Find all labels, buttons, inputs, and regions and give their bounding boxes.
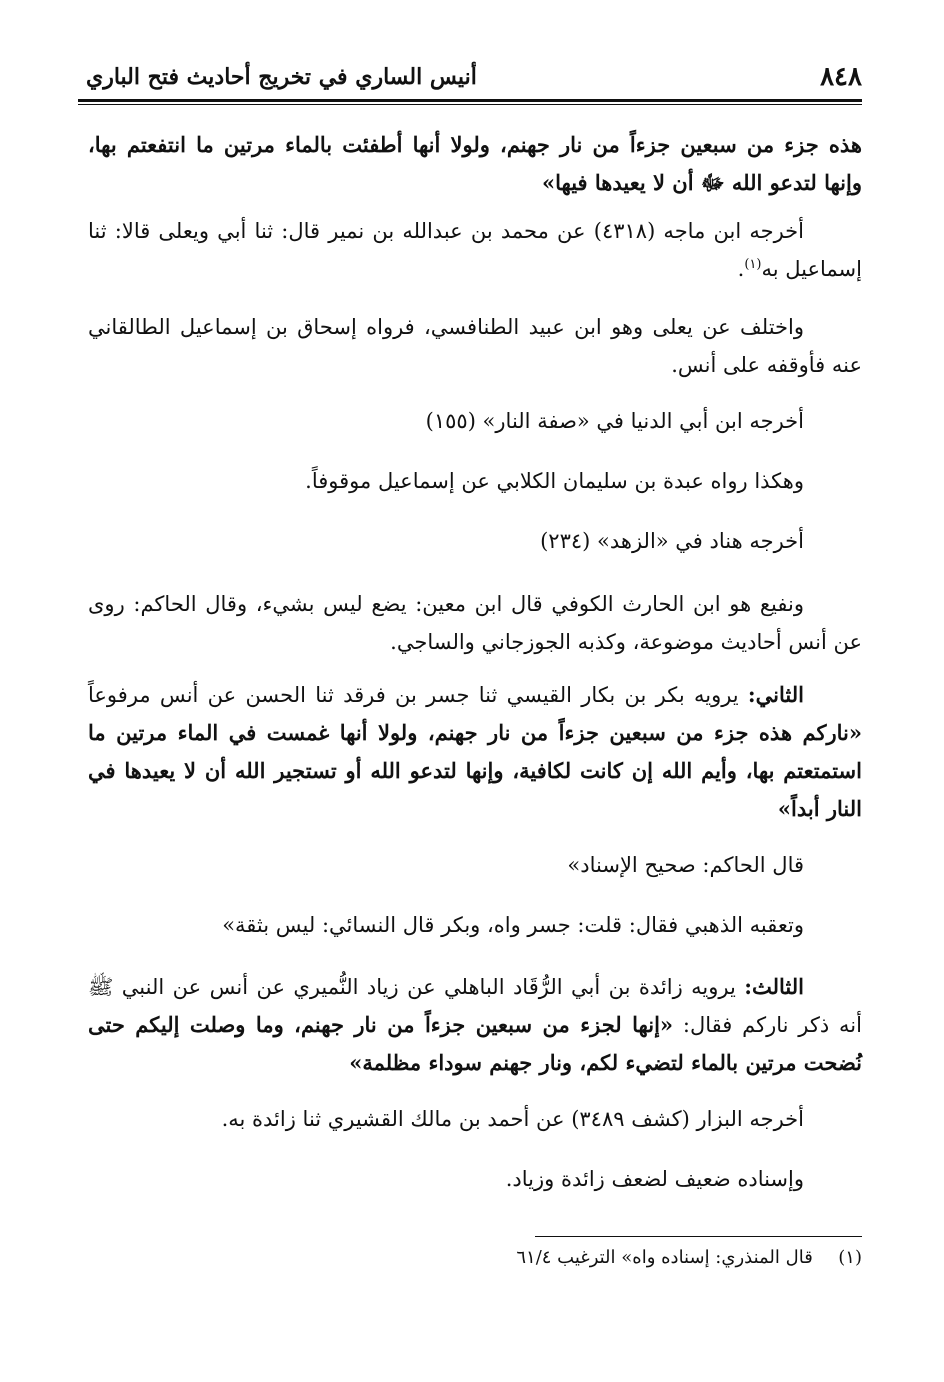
book-title: أنيس الساري في تخريج أحاديث فتح الباري bbox=[86, 64, 477, 90]
hadith-text-bold: «ناركم هذه جزء من سبعين جزءاً من نار جهنم، ولولا أنها غمست في الماء مرتين ما استمتعتم بها، وأيم الله إن كانت لكافية، وإنها لتدعو الله أو تستجير الله أن لا يعيدها في النار أبداً» bbox=[88, 720, 862, 821]
paragraph-text: يرويه زائدة بن أبي الرُّقَاد الباهلي عن زياد النُّميري عن أنس عن النبي ﷺ أنه ذكر ناركم فقال: bbox=[88, 975, 862, 1037]
paragraph-end: . bbox=[737, 257, 745, 281]
paragraph-nufay: ونفيع هو ابن الحارث الكوفي قال ابن معين: يضع ليس بشيء، وقال الحاكم: روى عن أنس أحاديث موضوعة، وكذبه الجوزجاني والساجي. bbox=[88, 592, 862, 654]
header-rule-thin bbox=[78, 104, 862, 105]
paragraph-ibn-majah bbox=[88, 212, 862, 288]
paragraph-text: يرويه بكر بن بكار القيسي ثنا جسر بن فرقد ثنا الحسن عن أنس مرفوعاً bbox=[88, 683, 748, 707]
paragraph-abdah: وهكذا رواه عبدة بن سليمان الكلابي عن إسماعيل موقوفاً. bbox=[305, 469, 804, 493]
paragraph-hakim: قال الحاكم: صحيح الإسناد» bbox=[567, 853, 804, 877]
header-rule bbox=[78, 99, 862, 102]
paragraph-bazzar: أخرجه البزار (كشف ٣٤٨٩) عن أحمد بن مالك القشيري ثنا زائدة به. bbox=[221, 1107, 804, 1131]
paragraph-dhahabi: وتعقبه الذهبي فقال: قلت: جسر واه، وبكر قال النسائي: ليس بثقة» bbox=[222, 913, 804, 937]
paragraph-text: أخرجه ابن ماجه (٤٣١٨) عن محمد بن عبدالله بن نمير قال: ثنا أبي ويعلى قالا: ثنا إسماعيل به bbox=[88, 219, 862, 281]
footnote-marker: (١) bbox=[838, 1247, 862, 1268]
footnote-text: قال المنذري: إسناده واه» الترغيب ٦١/٤ bbox=[516, 1247, 813, 1268]
paragraph-isnad-weak: وإسناده ضعيف لضعف زائدة وزياد. bbox=[505, 1167, 804, 1191]
paragraph-hadith-continuation: هذه جزء من سبعين جزءاً من نار جهنم، ولولا أنها أطفئت بالماء مرتين ما انتفعتم بها، وإنها لتدعو الله ﷻ أن لا يعيدها فيها» bbox=[88, 132, 862, 195]
page-number: ٨٤٨ bbox=[820, 62, 862, 92]
running-header bbox=[86, 62, 862, 102]
section-label-second: الثاني: bbox=[747, 682, 804, 707]
footnote-rule bbox=[535, 1236, 862, 1237]
section-label-third: الثالث: bbox=[744, 974, 804, 999]
hadith-text-bold: «إنها لجزء من سبعين جزءاً من نار جهنم، وما وصلت إليكم حتى نُضحت مرتين بالماء لتضيء لكم، ونار جهنم سوداء مظلمة» bbox=[88, 1012, 862, 1075]
paragraph-ibn-abi-dunya: أخرجه ابن أبي الدنيا في «صفة النار» (١٥٥) bbox=[425, 409, 804, 433]
paragraph-third-route bbox=[88, 968, 862, 1082]
footnote-reference: (١) bbox=[744, 257, 762, 272]
footnote bbox=[88, 1244, 862, 1272]
paragraph-ikhtilaf: واختلف عن يعلى وهو ابن عبيد الطنافسي، فرواه إسحاق بن إسماعيل الطالقاني عنه فأوقفه على أنس. bbox=[88, 315, 862, 377]
paragraph-second-route bbox=[88, 676, 862, 828]
paragraph-hannad: أخرجه هناد في «الزهد» (٢٣٤) bbox=[540, 529, 804, 553]
